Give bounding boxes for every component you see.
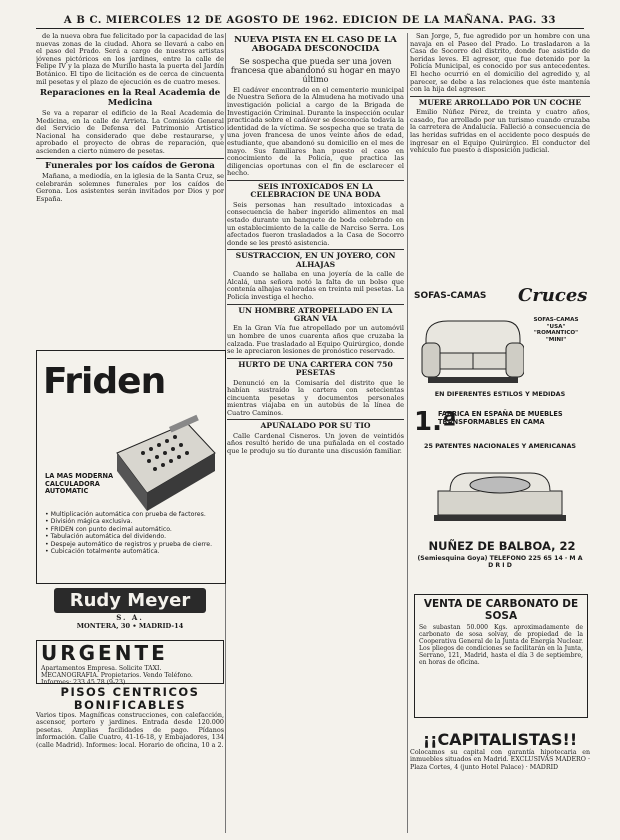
sofa-illustration — [418, 309, 524, 389]
article-text: Mañana, a mediodía, en la iglesia de la Santa Cruz, se celebrarán solemnes funerales por los caídos de Gerona. Los asistentes serán invitados por Dios y por España. — [36, 171, 224, 203]
masthead: A B C. MIERCOLES 12 DE AGOSTO DE 1962. EDICION DE LA MAÑANA. PAG. 33 — [36, 15, 584, 29]
headline: Reparaciones en la Real Academia de Medicina — [39, 88, 221, 108]
company-address: MONTERA, 30 • MADRID-14 — [76, 622, 184, 630]
article-text: de la nueva obra fue felicitado por la capacidad de las nuevas zonas de la ciudad. Ahora se llevará a cabo en el paso del Prado. Será a cargo de nuestros artistas jóvenes pictóricos en los jardines, entre la calle de Felipe IV y la plaza de Murillo hasta la puerta del Jardín Botánico. El tipo de licitación es de cerca de cincuenta mil pesetas y el plazo de ejecución es de cuatro meses. — [36, 33, 224, 86]
divider — [227, 304, 404, 305]
calculator-illustration — [107, 413, 217, 513]
column-3 — [410, 33, 590, 279]
headline: SUSTRACCION, EN UN JOYERO, CON ALHAJAS — [235, 251, 396, 269]
feature-item: • Multiplicación automática con prueba de factores. — [45, 511, 206, 518]
subheadline: Se sospecha que pueda ser una joven francesa que abandonó su hogar en mayo último — [230, 56, 401, 84]
article-text: Emilio Núñez Pérez, de treinta y cuatro años, casado, fue arrollado por un turismo cuando cruzaba la carretera de Andalucía. Falleció a consecuencia de las heridas sufridas en el accidente poco después de ingresar en el Equipo Quirúrgico. El conductor del vehículo fue puesto a disposición judicial. — [410, 108, 590, 155]
urgente-text: Apartamentos Empresa. Solicite TAXI. MECANOGRAFIA. Propietarios. Vendo Teléfono. Informes: 233 45 78 (9-23). — [41, 665, 193, 687]
column-2 — [227, 33, 404, 833]
headline: SEIS INTOXICADOS EN LA CELEBRACION DE UNA BODA — [250, 181, 381, 200]
sofa-models: SOFAS-CAMAS "USA" "ROMANTICO" "MINI" — [533, 317, 579, 343]
headline: MUERE ARROLLADO POR UN COCHE — [418, 97, 582, 107]
urgente-title: URGENTE — [41, 641, 168, 665]
headline: Funerales por los caídos de Gerona — [45, 160, 215, 171]
sofa-bed-illustration — [430, 463, 570, 533]
pisos-text: Varios tipos. Magníficas construcciones, con calefacción, ascensor, portero y jardines. Entrada desde 120.000 pesetas. Amplias facilidades de pago. Pídanos información. Calle Cuatro, 41-16-18, y Embajadores, 134 (calle Madrid). Informes: local. Horario de oficina, 10 a 2. — [36, 711, 224, 749]
rudy-meyer-logo: Rudy Meyer — [54, 588, 206, 613]
headline: NUEVA PISTA EN EL CASO DE LA ABOGADA DESCONOCIDA — [234, 35, 397, 55]
capitalistas-text: Colocamos su capital con garantía hipotecaria en inmuebles situados en Madrid. EXCLUSIVAS MADERO · Plaza Cortes, 4 (junto Hotel Palace) · MADRID — [410, 749, 590, 771]
feature-item: • Cubicación totalmente automática. — [45, 548, 160, 556]
article-text: San Jorge, 5, fue agredido por un hombre con una navaja en el Paseo del Prado. Lo trasladaron a la Casa de Socorro del distrito, donde fue asistido de heridas leves. El agresor, que fue detenido por la Policía Municipal, es conocido por sus antecedentes. El hecho ocurrió en el domicilio del agredido y, al parecer, se debe a las relaciones que éste mantenía con la hija del agresor. — [410, 33, 590, 94]
article-text: El cadáver encontrado en el cementerio municipal de Nuestra Señora de la Almudena ha motivado una investigación policial a cargo de la Brigada de Investigación Criminal. Durante la inspección ocular practicada sobre el cadáver se desconocía todavía la identidad de la víctima. Se sospecha que se trata de una joven francesa de unos veinte años de edad, estudiante, que abandonó su domicilio en el mes de mayo. Sus familiares han puesto el caso en conocimiento de la Policía, que practica las diligencias oportunas con el fin de esclarecer el hecho. — [227, 85, 404, 178]
article-text: Se va a reparar el edificio de la Real Academia de Medicina, en la calle de Arrieta. La Comisión General del Servicio de Defensa del Patrimonio Artístico Nacional ha considerado que debe restaurarse, y aprobado el proyecto de obras de reparación, que ascienden a cierto número de pesetas. — [36, 108, 224, 155]
capitalistas-advertisement — [410, 730, 590, 771]
store-phone: (Semiesquina Goya) TELEFONO 225 65 14 · M A D R I D — [417, 555, 583, 569]
rudy-meyer-advertisement — [36, 584, 224, 636]
friden-logo: Friden — [43, 361, 166, 402]
feature-item: • FRIDEN con punto decimal automático. — [45, 525, 172, 533]
feature-item: • Despeje automático de registros y prueba de cierre. — [45, 540, 213, 548]
cruces-logo: Cruces — [518, 285, 588, 306]
divider — [227, 358, 404, 359]
store-address: NUÑEZ DE BALBOA, 22 — [428, 539, 576, 553]
venta-text: Se subastan 50.000 Kgs. aproximadamente de carbonato de sosa solvay, de propiedad de la Cooperativa General de la Junta de Energía Nuclear. Los pliegos de condiciones se facilitarán en la Junta, Serrano, 121, Madrid, hasta el día 3 de septiembre, en horas de oficina. — [419, 624, 583, 667]
first-badge: 1.ª — [414, 407, 457, 437]
patents-note: 25 PATENTES NACIONALES Y AMERICANAS — [424, 442, 576, 450]
friden-advertisement — [36, 350, 226, 584]
venta-title: VENTA DE CARBONATO DE SOSA — [423, 598, 579, 622]
pisos-advertisement — [36, 686, 224, 749]
divider — [410, 96, 590, 97]
column-1 — [36, 33, 224, 347]
company-type: S. A. — [116, 613, 144, 622]
divider — [227, 419, 404, 420]
column-divider — [407, 33, 408, 833]
article-text: Cuando se hallaba en una joyería de la calle de Alcalá, una señora notó la falta de un bolso que contenía alhajas valoradas en treinta mil pesetas. La Policía investiga el hecho. — [227, 270, 404, 301]
article-text: Denunció en la Comisaría del distrito que le habían sustraído la cartera con setecientas cincuenta pesetas y documentos personales mientras viajaba en un autobús de la línea de Cuatro Caminos. — [227, 378, 404, 417]
headline: UN HOMBRE ATROPELLADO EN LA GRAN VIA — [238, 305, 393, 323]
venta-carbonato-advertisement — [414, 594, 588, 718]
headline: APUÑALADO POR SU TIO — [260, 421, 371, 431]
article-text: Calle Cardenal Cisneros. Un joven de veintidós años resultó herido de una puñalada en el costado que le produjo su tío durante una discusión familiar. — [227, 431, 404, 456]
sofas-heading: SOFAS-CAMAS — [414, 291, 487, 301]
friden-features — [45, 511, 220, 555]
divider — [36, 158, 224, 159]
sofas-camas-advertisement — [410, 283, 590, 583]
factory-claim: FABRICA EN ESPAÑA DE MUEBLES TRANSFORMABLES EN CAMA — [438, 410, 563, 426]
divider — [227, 180, 404, 181]
article-text: Seis personas han resultado intoxicadas a consecuencia de haber ingerido alimentos en mal estado durante un banquete de boda celebrado en un establecimiento de la calle de Narciso Serra. Los afectados fueron trasladados a la Casa de Socorro donde se les prestó asistencia. — [227, 200, 404, 247]
article-text: En la Gran Vía fue atropellado por un automóvil un hombre de unos cuarenta años que cruzaba la calzada. Fue trasladado al Equipo Quirúrgico, donde se le apreciaron lesiones de pronóstico reservado. — [227, 324, 404, 356]
feature-item: • Tabulación automática del dividendo. — [45, 533, 167, 541]
pisos-title: PISOS CENTRICOS BONIFICABLES — [60, 685, 200, 712]
friden-tagline: LA MAS MODERNA CALCULADORA AUTOMATIC — [45, 472, 114, 496]
sofa-styles: EN DIFERENTES ESTILOS Y MEDIDAS — [434, 390, 566, 398]
feature-item: • División mágica exclusiva. — [45, 518, 133, 526]
divider — [227, 249, 404, 250]
capitalistas-title: ¡¡CAPITALISTAS!! — [422, 730, 578, 749]
headline: HURTO DE UNA CARTERA CON 750 PESETAS — [238, 359, 393, 378]
urgente-advertisement — [36, 640, 224, 687]
